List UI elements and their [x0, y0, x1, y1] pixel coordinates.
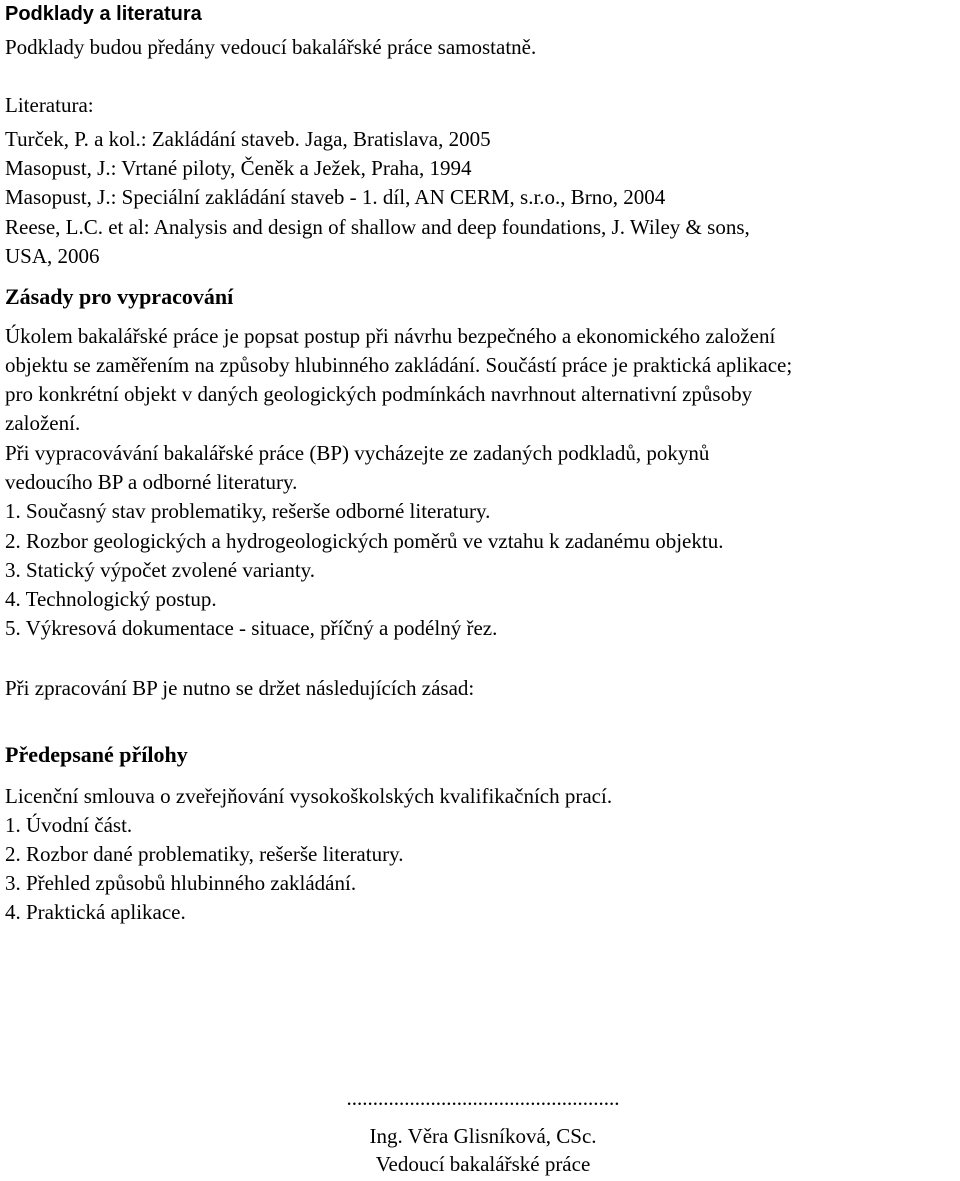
- step-item: 4. Technologický postup.: [5, 587, 217, 611]
- literature-item: USA, 2006: [5, 244, 100, 268]
- paragraph-line: založení.: [5, 411, 81, 435]
- literature-item: Reese, L.C. et al: Analysis and design of shallow and deep foundations, J. Wiley & sons,: [5, 215, 750, 239]
- heading-zasady: Zásady pro vypracování: [5, 284, 234, 309]
- attachment-item: 4. Praktická aplikace.: [5, 900, 186, 924]
- paragraph-line: Úkolem bakalářské práce je popsat postup při návrhu bezpečného a ekonomického založení: [5, 324, 776, 348]
- heading-podklady: Podklady a literatura: [5, 3, 202, 25]
- step-item: 3. Statický výpočet zvolené varianty.: [5, 558, 316, 582]
- step-item: 1. Současný stav problematiky, rešerše odborné literatury.: [5, 499, 491, 523]
- document-page: [5, 0, 955, 1181]
- paragraph-line: objektu se zaměřením na způsoby hlubinného zakládání. Součástí práce je praktická aplikace;: [5, 353, 793, 377]
- heading-prilohy: Předepsané přílohy: [5, 742, 188, 767]
- literature-item: Masopust, J.: Vrtané piloty, Čeněk a Ježek, Praha, 1994: [5, 156, 472, 180]
- attachment-item: 2. Rozbor dané problematiky, rešerše literatury.: [5, 842, 404, 866]
- paragraph-line: Při vypracovávání bakalářské práce (BP) vycházejte ze zadaných podkladů, pokynů: [5, 441, 710, 465]
- attachment-item: 1. Úvodní část.: [5, 813, 133, 837]
- literature-item: Masopust, J.: Speciální zakládání staveb - 1. díl, AN CERM, s.r.o., Brno, 2004: [5, 185, 666, 209]
- paragraph-line: pro konkrétní objekt v daných geologických podmínkách navrhnout alternativní způsoby: [5, 382, 753, 406]
- step-item: 5. Výkresová dokumentace - situace, příčný a podélný řez.: [5, 616, 498, 640]
- attachment-item: 3. Přehled způsobů hlubinného zakládání.: [5, 871, 357, 895]
- paragraph-line: vedoucího BP a odborné literatury.: [5, 470, 298, 494]
- signature-role: Vedoucí bakalářské práce: [375, 1152, 591, 1176]
- rules-note: Při zpracování BP je nutno se držet následujících zásad:: [5, 676, 475, 700]
- signature-name: Ing. Věra Glisníková, CSc.: [369, 1124, 597, 1148]
- literature-item: Turček, P. a kol.: Zakládání staveb. Jaga, Bratislava, 2005: [5, 127, 491, 151]
- step-item: 2. Rozbor geologických a hydrogeologických poměrů ve vztahu k zadanému objektu.: [5, 529, 724, 553]
- attachment-item: Licenční smlouva o zveřejňování vysokoškolských kvalifikačních prací.: [5, 784, 613, 808]
- podklady-text: Podklady budou předány vedoucí bakalářské práce samostatně.: [5, 35, 537, 59]
- literature-label: Literatura:: [5, 93, 94, 117]
- signature-dots: ....................................................: [346, 1086, 620, 1110]
